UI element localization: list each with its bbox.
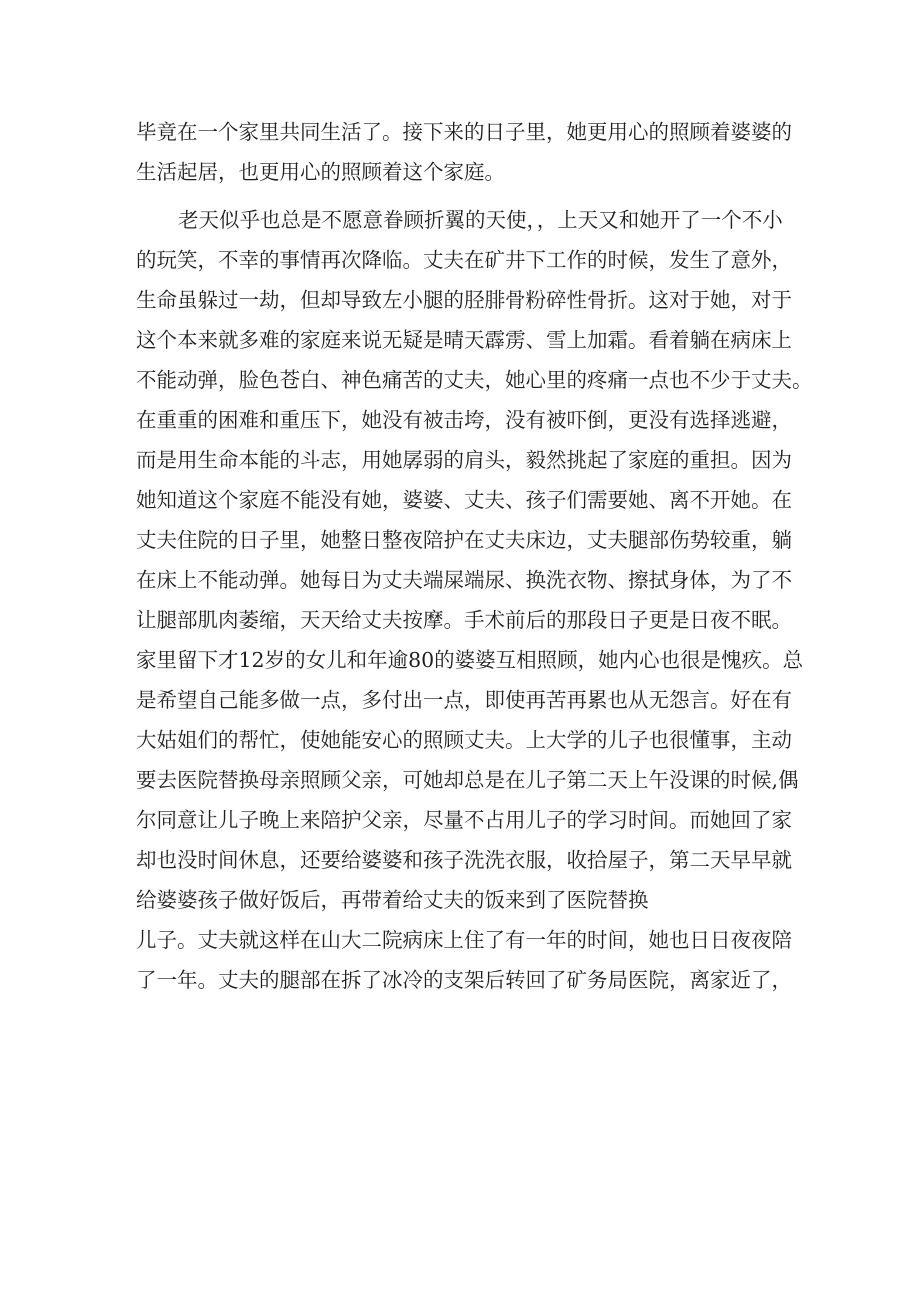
text-line: 是希望自己能多做一点，多付出一点，即使再苦再累也从无怨言。好在有	[136, 688, 792, 712]
text-line: 尔同意让儿子晚上来陪护父亲，尽量不占用儿子的学习时间。而她回了家	[136, 808, 792, 832]
text-line: 了一年。丈夫的腿部在拆了冰冷的支架后转回了矿务局医院，离家近了，	[136, 968, 792, 992]
text-line: 毕竟在一个家里共同生活了。接下来的日子里，她更用心的照顾着婆婆的	[136, 120, 792, 144]
text-line: 家里留下才12岁的女儿和年逾80的婆婆互相照顾，她内心也很是愧疚。总	[136, 648, 804, 672]
text-line: 她知道这个家庭不能没有她，婆婆、丈夫、孩子们需要她、离不开她。在	[136, 488, 792, 512]
text-line: 丈夫住院的日子里，她整日整夜陪护在丈夫床边，丈夫腿部伤势较重，躺	[136, 528, 792, 552]
text-line: 生活起居，也更用心的照顾着这个家庭。	[136, 160, 505, 184]
text-line: 的玩笑，不幸的事情再次降临。丈夫在矿井下工作的时候，发生了意外，	[136, 248, 792, 272]
text-line: 让腿部肌肉萎缩，天天给丈夫按摩。手术前后的那段日子更是日夜不眠。	[136, 608, 792, 632]
text-line: 老天似乎也总是不愿意眷顾折翼的天使，，上天又和她开了一个不小	[178, 208, 783, 232]
text-line: 生命虽躲过一劫，但却导致左小腿的胫腓骨粉碎性骨折。这对于她，对于	[136, 288, 792, 312]
text-line: 却也没时间休息，还要给婆婆和孩子洗洗衣服，收拾屋子，第二天早早就	[136, 848, 792, 872]
text-line: 儿子。丈夫就这样在山大二院病床上住了有一年的时间，她也日日夜夜陪	[136, 928, 792, 952]
text-line: 不能动弹，脸色苍白、神色痛苦的丈夫，她心里的疼痛一点也不少于丈夫。	[136, 368, 813, 392]
paragraph-gap	[136, 192, 816, 200]
text-line: 在床上不能动弹。她每日为丈夫端屎端尿、换洗衣物、擦拭身体，为了不	[136, 568, 792, 592]
text-line: 在重重的困难和重压下，她没有被击垮，没有被吓倒，更没有选择逃避，	[136, 408, 792, 432]
text-line: 这个本来就多难的家庭来说无疑是晴天霹雳、雪上加霜。看着躺在病床上	[136, 328, 792, 352]
text-line: 大姑姐们的帮忙，使她能安心的照顾丈夫。上大学的儿子也很懂事，主动	[136, 728, 792, 752]
text-line: 而是用生命本能的斗志，用她孱弱的肩头，毅然挑起了家庭的重担。因为	[136, 448, 792, 472]
text-line: 要去医院替换母亲照顾父亲，可她却总是在儿子第二天上午没课的时候,偶	[136, 768, 799, 792]
body-text	[136, 112, 816, 1000]
text-line: 给婆婆孩子做好饭后，再带着给丈夫的饭来到了医院替换	[136, 888, 649, 912]
